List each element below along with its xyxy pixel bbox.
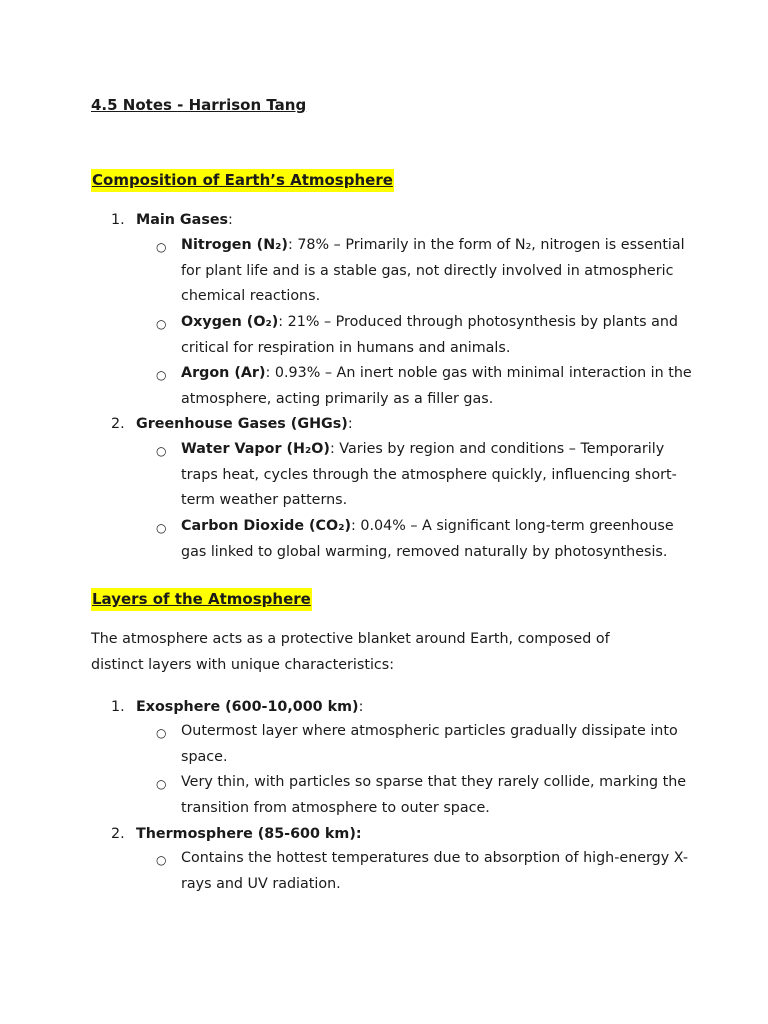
bullet-text: : Varies by region and conditions – Temporarily traps heat, cycles through the atmosphere quickly, influencing short-term weather patterns. (181, 441, 677, 508)
section-heading-layers: Layers of the Atmosphere (91, 588, 312, 611)
bullet-icon: ○ (156, 777, 167, 791)
bullet-icon: ○ (156, 368, 167, 382)
list-item-suffix: : (347, 416, 353, 432)
bullet-icon: ○ (156, 444, 167, 458)
bullet-icon: ○ (156, 521, 167, 535)
list-item-thermosphere (136, 826, 362, 842)
bullet-text: : 78% – Primarily in the form of N₂, nitrogen is essential for plant life and is a stable gas, not directly involved in atmospheric chemical reactions. (181, 237, 685, 304)
bullet-icon: ○ (156, 853, 167, 867)
bullet-term: Water Vapor (H₂O) (181, 441, 330, 457)
bullet-exosphere-2: Very thin, with particles so sparse that they rarely collide, marking the transition from atmosphere to outer space. (181, 774, 687, 816)
list-item-suffix: : (358, 699, 364, 715)
bullet-nitrogen (181, 233, 701, 310)
bullet-water-vapor (181, 437, 701, 514)
list-number: 2. (111, 826, 125, 842)
bullet-term: Argon (Ar) (181, 365, 266, 381)
bullet-oxygen (181, 310, 701, 361)
list-item-label: Greenhouse Gases (GHGs) (136, 416, 348, 432)
page-title: 4.5 Notes - Harrison Tang (91, 96, 307, 114)
list-item-label: Thermosphere (85-600 km): (136, 826, 362, 842)
list-item-label: Main Gases (136, 212, 229, 228)
list-item-exosphere (136, 699, 363, 715)
section-heading-composition: Composition of Earth’s Atmosphere (91, 169, 394, 192)
list-item-main-gases (136, 212, 233, 228)
bullet-icon: ○ (156, 240, 167, 254)
bullet-term: Nitrogen (N₂) (181, 237, 288, 253)
list-item-suffix: : (228, 212, 233, 228)
bullet-carbon-dioxide (181, 514, 701, 565)
list-number: 1. (111, 699, 125, 715)
bullet-term: Oxygen (O₂) (181, 314, 279, 330)
bullet-icon: ○ (156, 726, 167, 740)
bullet-thermosphere-1: Contains the hottest temperatures due to absorption of high-energy X-rays and UV radiation. (181, 850, 689, 892)
bullet-text: : 0.04% – A significant long-term greenhouse gas linked to global warming, removed naturally by photosynthesis. (181, 518, 674, 560)
bullet-term: Carbon Dioxide (CO₂) (181, 518, 351, 534)
bullet-argon (181, 361, 701, 412)
bullet-text: : 21% – Produced through photosynthesis by plants and critical for respiration in humans and animals. (181, 314, 678, 356)
bullet-icon: ○ (156, 317, 167, 331)
bullet-exosphere-1: Outermost layer where atmospheric particles gradually dissipate into space. (181, 723, 678, 765)
list-number: 1. (111, 212, 125, 228)
intro-paragraph: The atmosphere acts as a protective blanket around Earth, composed of distinct layers with unique characteristics: (91, 631, 610, 673)
list-item-label: Exosphere (600-10,000 km) (136, 699, 359, 715)
list-item-greenhouse-gases (136, 416, 353, 432)
bullet-text: : 0.93% – An inert noble gas with minimal interaction in the atmosphere, acting primarily as a filler gas. (181, 365, 692, 407)
list-number: 2. (111, 416, 125, 432)
